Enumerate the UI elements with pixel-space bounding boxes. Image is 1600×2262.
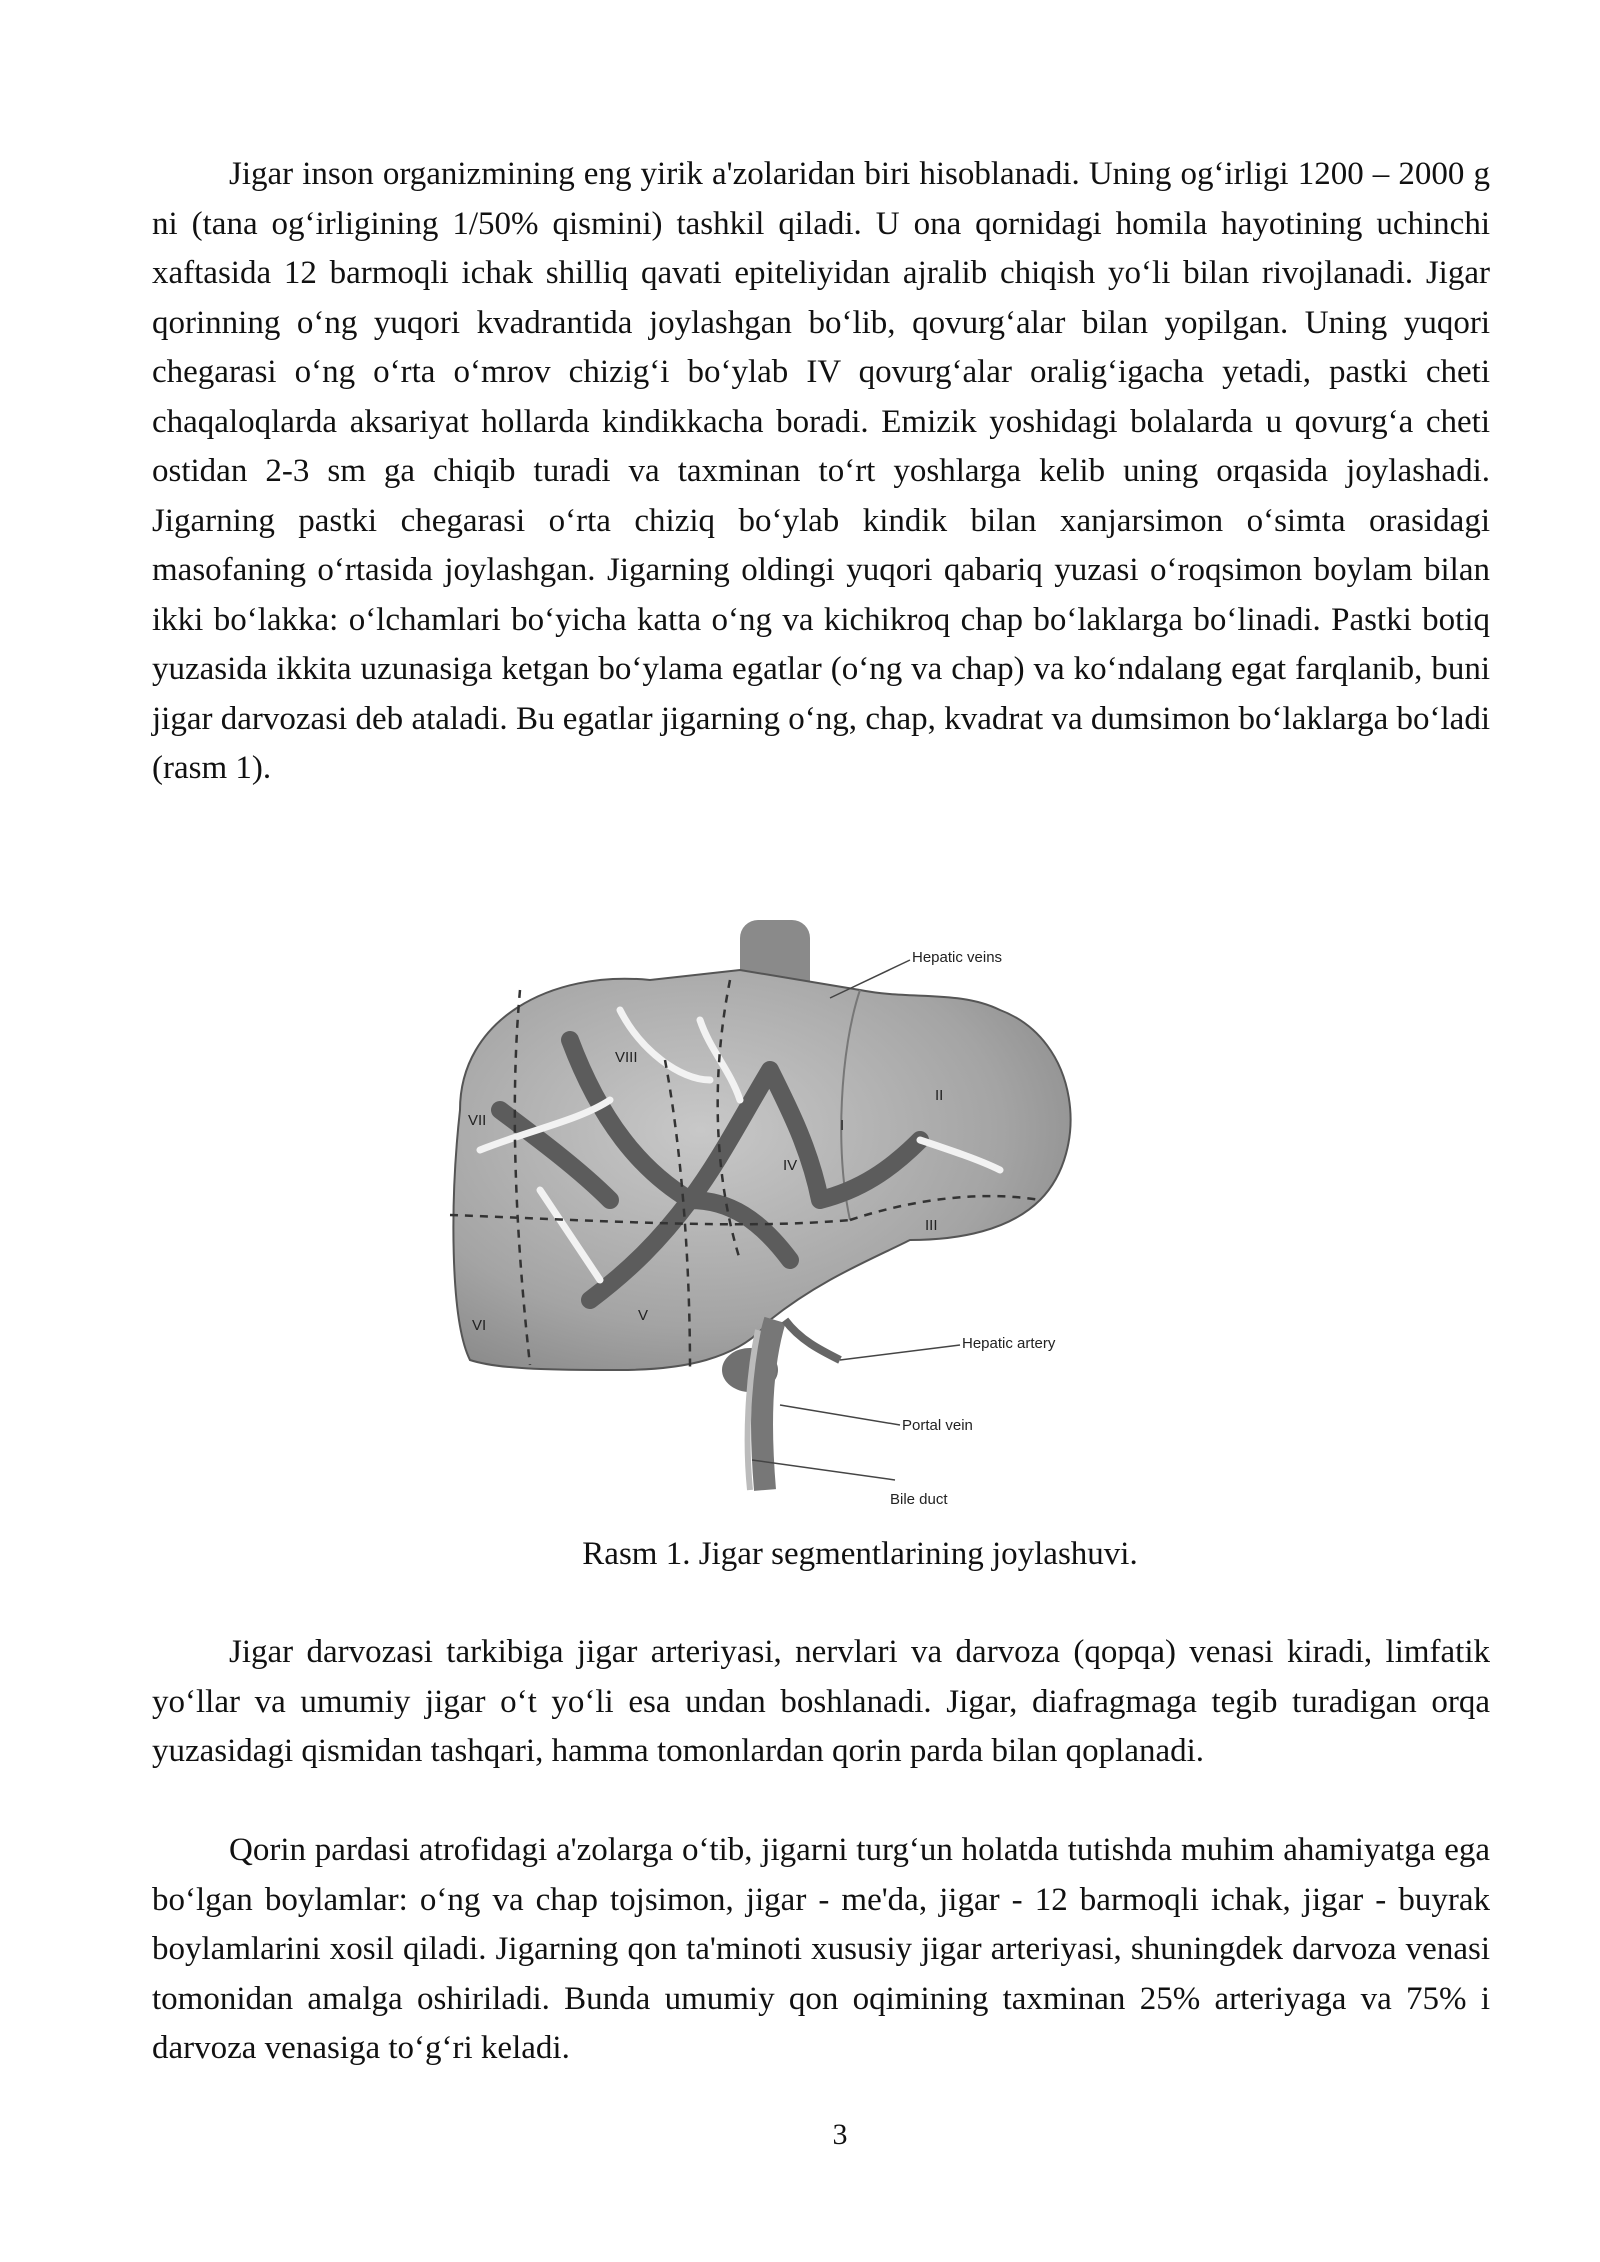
liver-segments-figure [440, 900, 1080, 1520]
liver-diagram [440, 900, 1080, 1520]
segment-label-8: VIII [615, 1049, 638, 1066]
figure-caption: Rasm 1. Jigar segmentlarining joylashuvi. [582, 1536, 1138, 1572]
segment-label-6: VI [472, 1317, 487, 1334]
paragraph-ligaments-blood-supply: Qorin pardasi atrofidagi a'zolarga o‘tib, jigarni turg‘un holatda tutishda muhim ahamiyatga ega bo‘lgan boylamlar: o‘ng va chap tojsimon, jigar - me'da, jigar - 12 barmoqli ichak, jigar - buyrak boylamlarini xosil qiladi. Jigarning qon ta'minoti xususiy jigar arteriyasi, shuningdek darvoza venasi tomonidan amalga oshiriladi. Bunda umumiy qon oqimining taxminan 25% arteriyaga va 75% i darvoza venasiga to‘g‘ri keladi. [152, 1832, 1490, 2066]
segment-label-4: IV [783, 1157, 798, 1174]
callout-hepatic-artery [840, 1345, 960, 1360]
hepatic-artery [785, 1320, 840, 1360]
label-hepatic-veins: Hepatic veins [912, 949, 1003, 966]
callout-portal-vein [780, 1405, 900, 1425]
segment-label-3: III [925, 1217, 938, 1234]
liver-outline [453, 970, 1070, 1370]
portal-vein [762, 1320, 775, 1490]
segment-label-7: VII [468, 1112, 487, 1129]
segment-label-1: I [840, 1117, 845, 1134]
segment-label-5: V [638, 1307, 649, 1324]
segment-label-2: II [935, 1087, 944, 1104]
label-portal-vein: Portal vein [902, 1417, 973, 1434]
page-number: 3 [832, 2118, 848, 2151]
paragraph-liver-overview: Jigar inson organizmining eng yirik a'zolaridan biri hisoblanadi. Uning og‘irligi 1200 – 2000 g ni (tana og‘irligining 1/50% qismini) tashkil qiladi. U ona qornidagi homila hayotining uchinchi xaftasida 12 barmoqli ichak shilliq qavati epiteliyidan ajralib chiqish yo‘li bilan rivojlanadi. Jigar qorinning o‘ng yuqori kvadrantida joylashgan bo‘lib, qovurg‘alar bilan yopilgan. Uning yuqori chegarasi o‘ng o‘rta o‘mrov chizig‘i bo‘ylab IV qovurg‘alar oralig‘igacha yetadi, pastki cheti chaqaloqlarda aksariyat hollarda kindikkacha boradi. Emizik yoshidagi bolalarda u qovurg‘a cheti ostidan 2-3 sm ga chiqib turadi va taxminan to‘rt yoshlarga kelib uning orqasida joylashadi. Jigarning pastki chegarasi o‘rta chiziq bo‘ylab kindik bilan xanjarsimon o‘simta orasidagi masofaning o‘rtasida joylashgan. Jigarning oldingi yuqori qabariq yuzasi o‘roqsimon boylam bilan ikki bo‘lakka: o‘lchamlari bo‘yicha katta o‘ng va kichikroq chap bo‘laklarga bo‘linadi. Pastki botiq yuzasida ikkita uzunasiga ketgan bo‘ylama egatlar (o‘ng va chap) va ko‘ndalang egat farqlanib, buni jigar darvozasi deb ataladi. Bu egatlar jigarning o‘ng, chap, kvadrat va dumsimon bo‘laklarga bo‘ladi (rasm 1). [152, 156, 1490, 786]
label-bile-duct: Bile duct [890, 1491, 948, 1508]
label-hepatic-artery: Hepatic artery [962, 1335, 1056, 1352]
paragraph-liver-gate: Jigar darvozasi tarkibiga jigar arteriyasi, nervlari va darvoza (qopqa) venasi kiradi, limfatik yo‘llar va umumiy jigar o‘t yo‘li esa undan boshlanadi. Jigar, diafragmaga tegib turadigan orqa yuzasidagi qismidan tashqari, hamma tomonlardan qorin parda bilan qoplanadi. [152, 1634, 1490, 1769]
